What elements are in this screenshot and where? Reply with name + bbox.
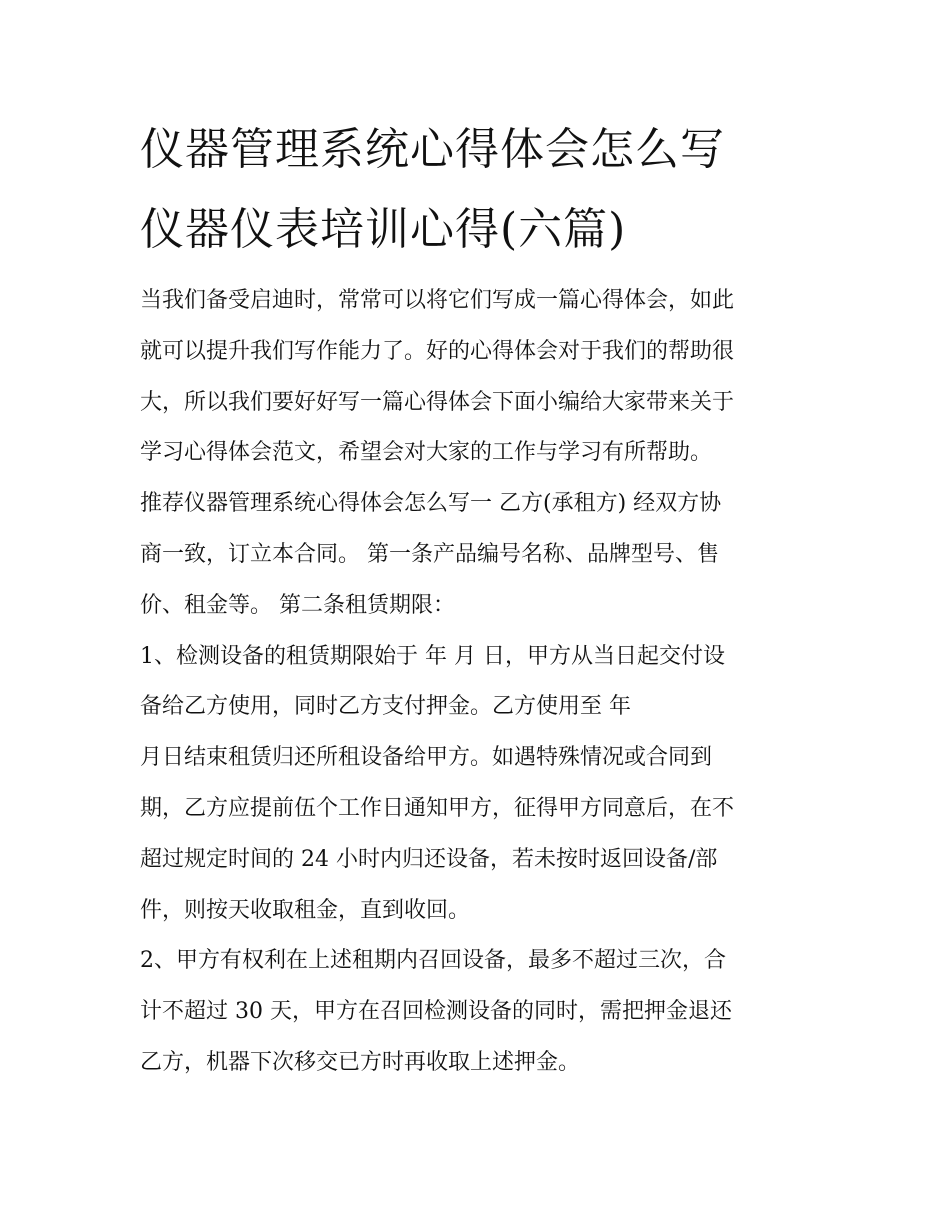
body-line: 备给乙方使用，同时乙方支付押金。乙方使用至 年 — [140, 694, 631, 720]
title-line-1: 仪器管理系统心得体会怎么写 — [140, 124, 725, 175]
document-body — [140, 276, 820, 1089]
body-line: 1、检测设备的租赁期限始于 年 月 日，甲方从当日起交付设 — [140, 643, 725, 669]
document-title — [140, 110, 840, 270]
body-line: 大，所以我们要好好写一篇心得体会下面小编给大家带来关于 — [140, 389, 735, 415]
body-line: 月日结束租赁归还所租设备给甲方。如遇特殊情况或合同到 — [140, 745, 713, 771]
body-line: 价、租金等。 第二条租赁期限： — [140, 592, 455, 618]
body-line: 2、甲方有权利在上述租期内召回设备，最多不超过三次，合 — [140, 948, 726, 974]
body-line: 学习心得体会范文，希望会对大家的工作与学习有所帮助。 — [140, 440, 713, 466]
body-line: 就可以提升我们写作能力了。好的心得体会对于我们的帮助很 — [140, 338, 735, 364]
body-line: 超过规定时间的 24 小时内归还设备，若未按时返回设备/部 — [140, 846, 718, 872]
body-line: 件，则按天收取租金，直到收回。 — [140, 897, 471, 923]
body-line: 推荐仪器管理系统心得体会怎么写一 乙方(承租方) 经双方协 — [140, 491, 722, 517]
title-line-2: 仪器仪表培训心得(六篇) — [140, 204, 627, 255]
body-line: 计不超过 30 天，甲方在召回检测设备的同时，需把押金退还 — [140, 999, 732, 1025]
body-line: 乙方，机器下次移交已方时再收取上述押金。 — [140, 1049, 581, 1075]
body-line: 当我们备受启迪时，常常可以将它们写成一篇心得体会，如此 — [140, 288, 735, 313]
body-line: 期，乙方应提前伍个工作日通知甲方，征得甲方同意后，在不 — [140, 795, 735, 821]
body-line: 商一致，订立本合同。 第一条产品编号名称、品牌型号、售 — [140, 541, 719, 567]
